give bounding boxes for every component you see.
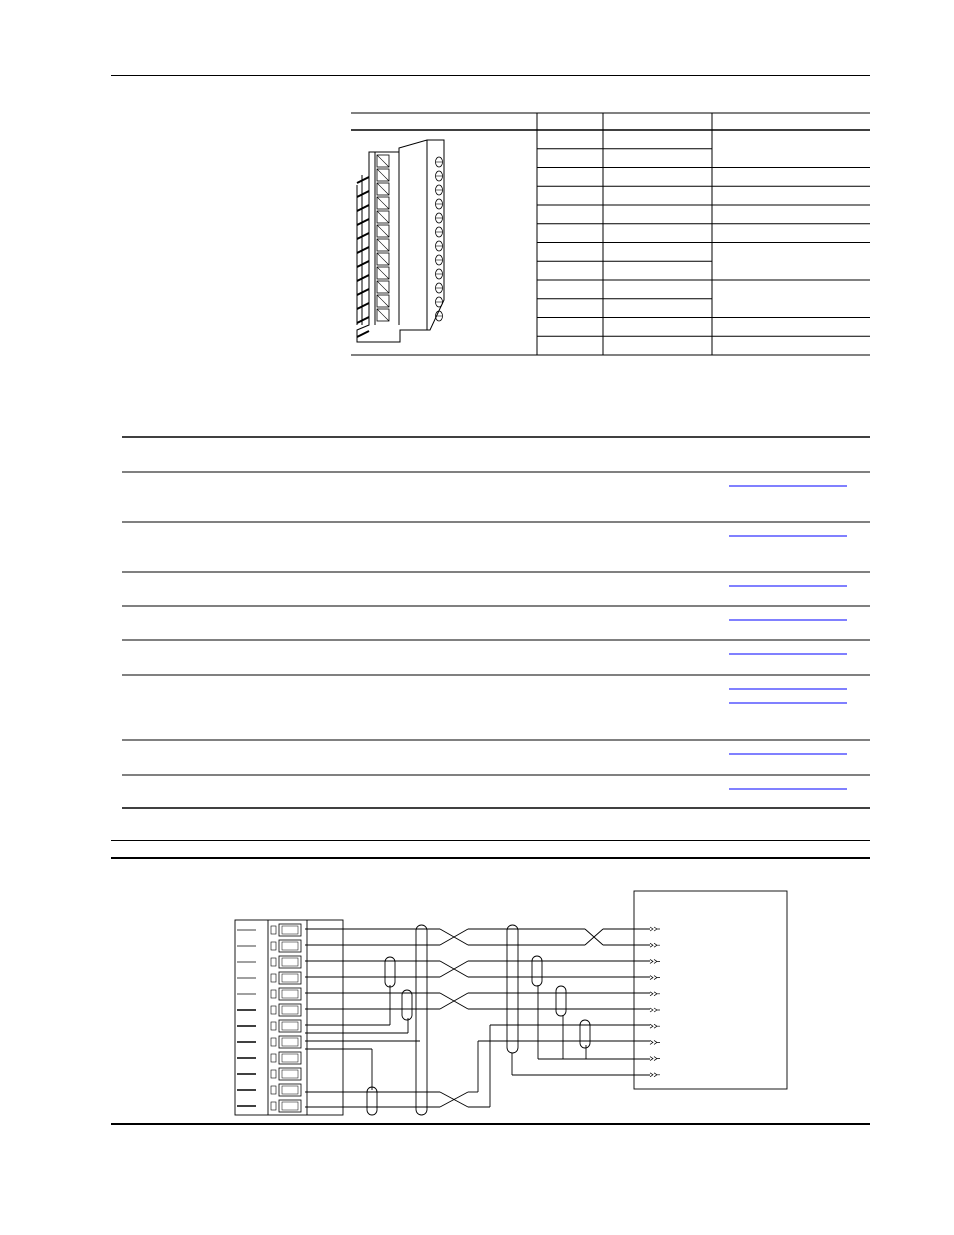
terminal-cell — [279, 1068, 301, 1080]
connector-terminal-slot — [377, 197, 389, 209]
connector-terminal-slot — [377, 309, 389, 321]
connector-terminal-slot — [377, 169, 389, 181]
connector-screw — [436, 157, 443, 167]
controller-input-arrow — [650, 1073, 660, 1077]
connector-screw — [436, 227, 443, 237]
connector-terminal-slot — [377, 183, 389, 195]
section-divider — [111, 857, 870, 859]
connector-screw — [436, 311, 443, 321]
terminal-cell — [279, 924, 301, 936]
connector-terminal-slot — [377, 253, 389, 265]
connector-screw — [436, 213, 443, 223]
page-footer-rule — [111, 1123, 870, 1125]
connector-screw — [436, 185, 443, 195]
connector-pin — [357, 275, 369, 281]
connector-screw — [436, 297, 443, 307]
connector-terminal-slot — [377, 267, 389, 279]
terminal-cell — [279, 1036, 301, 1048]
connector-screw — [436, 283, 443, 293]
connector-pin — [357, 191, 369, 197]
connector-pin — [357, 331, 369, 337]
connector-pin — [357, 205, 369, 211]
terminal-cell — [279, 972, 301, 984]
terminal-cell — [279, 1100, 301, 1112]
terminal-cell — [279, 1084, 301, 1096]
connector-terminal-slot — [377, 225, 389, 237]
section-divider — [111, 840, 870, 841]
controller-input-arrow — [650, 976, 660, 980]
controller-input-arrow — [650, 1057, 660, 1061]
controller-input-arrow — [650, 959, 660, 963]
connector-terminal-slot — [377, 155, 389, 167]
connector-screw — [436, 255, 443, 265]
connector-screw — [436, 241, 443, 251]
connector-screw — [436, 269, 443, 279]
connector-terminal-slot — [377, 239, 389, 251]
controller-input-arrow — [650, 1024, 660, 1028]
connector-terminal-slot — [377, 281, 389, 293]
connector-terminal-slot — [377, 211, 389, 223]
controller-input-arrow — [650, 1008, 660, 1012]
connector-pin — [357, 289, 369, 295]
terminal-cell — [279, 1020, 301, 1032]
page-header-rule — [111, 75, 870, 76]
connector-pin — [357, 219, 369, 225]
controller-input-arrow — [650, 927, 660, 931]
terminal-cell — [279, 1004, 301, 1016]
controller-input-arrow — [650, 943, 660, 947]
connector-pin — [357, 247, 369, 253]
connector-pin — [357, 233, 369, 239]
connector-pin — [357, 317, 369, 323]
terminal-cell — [279, 940, 301, 952]
terminal-cell — [279, 988, 301, 1000]
connector-terminal-slot — [377, 295, 389, 307]
connector-pin — [357, 303, 369, 309]
connector-screw — [436, 199, 443, 209]
connector-screw — [436, 171, 443, 181]
terminal-cell — [279, 1052, 301, 1064]
connector-pin — [357, 177, 369, 183]
controller-input-arrow — [650, 1040, 660, 1044]
terminal-cell — [279, 956, 301, 968]
controller-input-arrow — [650, 992, 660, 996]
pin-table-rows — [537, 149, 870, 337]
connector-pin — [357, 261, 369, 267]
